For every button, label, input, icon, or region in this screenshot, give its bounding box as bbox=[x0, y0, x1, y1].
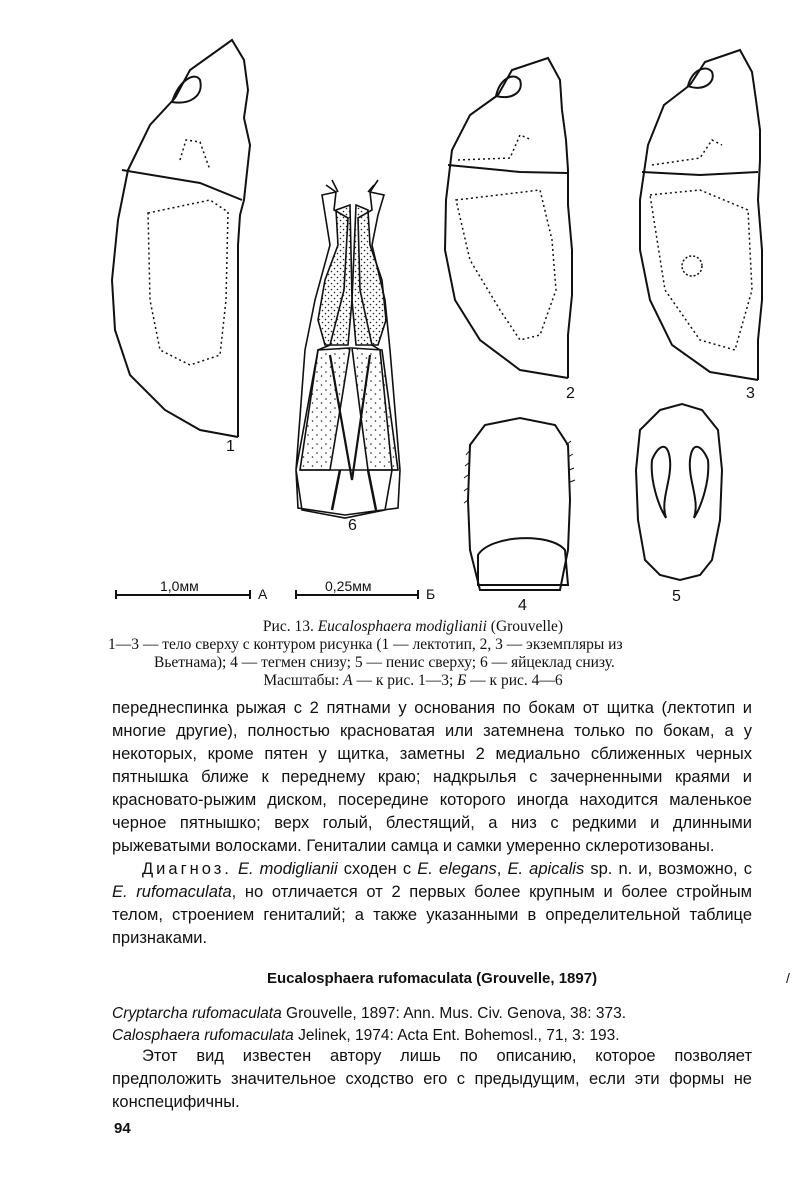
drawing-1-body bbox=[112, 40, 250, 437]
drawing-6-ovipositor bbox=[296, 180, 400, 518]
drawing-5-penis bbox=[636, 404, 722, 580]
paragraph-description: переднеспинка рыжая с 2 пятнами у основания по бокам от щитка (лектотип и многие другие), полностью красноватая или затемнена только по бокам, а у некоторых, кроме пятен у щитка, заметны 2 медиально сближенных черных пятнышка ближе к переднему краю; надкрылья с зачерненными краями и красновато-рыжим диском, посередине которого иногда находится маленькое черное пятнышко; верх голый, блестящий, а низ с редкими и длинными рыжеватыми волосками. Гениталии самца и самки умеренно склеротизованы. bbox=[112, 699, 752, 855]
caption-scale-a: А bbox=[343, 672, 353, 689]
scale-b-label: 0,25мм bbox=[325, 578, 372, 594]
diagnosis-text-4: , но отличается от 2 первых более крупным и более стройным телом, строением гениталий; а также указанными в определительной таблице признаками. bbox=[112, 883, 752, 947]
scale-a-label: 1,0мм bbox=[160, 578, 199, 594]
caption-prefix: Рис. 13. bbox=[262, 618, 318, 635]
label-fig-2: 2 bbox=[566, 385, 575, 402]
species-elegans: E. elegans bbox=[417, 860, 497, 878]
reference-1-citation: Grouvelle, 1897: Ann. Mus. Civ. Genova, 38: 373. bbox=[281, 1005, 627, 1022]
margin-mark: / bbox=[786, 970, 790, 986]
diagnosis-text-2: , bbox=[496, 860, 508, 878]
caption-scales bbox=[108, 672, 718, 690]
reference-1-name: Cryptarcha rufomaculata bbox=[112, 1005, 282, 1022]
caption-line-2: Вьетнама); 4 — тегмен снизу; 5 — пенис сверху; 6 — яйцеклад снизу. bbox=[154, 654, 615, 671]
page-number: 94 bbox=[114, 1120, 131, 1137]
diagnosis-label: Диагноз. bbox=[142, 860, 232, 878]
synonymy-references bbox=[112, 1003, 752, 1047]
diagnosis-text-1: сходен с bbox=[337, 860, 418, 878]
body-text bbox=[112, 697, 752, 950]
label-fig-3: 3 bbox=[746, 385, 755, 402]
species-apicalis: E. apicalis bbox=[507, 860, 585, 878]
caption-scales-mid: — к рис. 1—3; bbox=[352, 672, 458, 689]
caption-scale-b: Б bbox=[457, 672, 467, 689]
caption-scales-end: — к рис. 4—6 bbox=[466, 672, 563, 689]
diagnosis-text-3: sp. n. и, возможно, с bbox=[584, 860, 752, 878]
caption-line-1: 1—3 — тело сверху с контуром рисунка (1 — лектотип, 2, 3 — экземпляры из bbox=[108, 636, 623, 653]
paragraph-diagnosis bbox=[112, 858, 752, 950]
species-rufomaculata: E. rufomaculata bbox=[112, 883, 232, 901]
drawing-2-body bbox=[445, 58, 572, 378]
label-fig-4: 4 bbox=[518, 597, 527, 614]
caption-species: Eucalosphaera modiglianii bbox=[317, 618, 487, 635]
reference-2-citation: Jelinek, 1974: Acta Ent. Bohemosl., 71, 3: 193. bbox=[293, 1027, 620, 1044]
label-fig-5: 5 bbox=[672, 588, 681, 605]
species-modiglianii: E. modiglianii bbox=[237, 860, 338, 878]
scale-a-letter: А bbox=[258, 586, 268, 602]
label-fig-6: 6 bbox=[348, 517, 357, 534]
reference-1 bbox=[112, 1003, 752, 1025]
paragraph-note bbox=[112, 1045, 752, 1114]
caption-scales-prefix: Масштабы: bbox=[263, 672, 344, 689]
reference-2 bbox=[112, 1025, 752, 1047]
drawing-4-tegmen bbox=[464, 418, 575, 590]
label-fig-1: 1 bbox=[226, 438, 235, 455]
caption-author: (Grouvelle) bbox=[486, 618, 564, 635]
species-heading: Eucalosphaera rufomaculata (Grouvelle, 1897) bbox=[266, 970, 598, 987]
figure-caption bbox=[108, 618, 718, 690]
drawing-3-body bbox=[640, 50, 762, 380]
caption-title bbox=[108, 618, 718, 636]
scale-b-letter: Б bbox=[426, 586, 436, 602]
reference-2-name: Calosphaera rufomaculata bbox=[112, 1027, 294, 1044]
note-text: Этот вид известен автору лишь по описанию, которое позволяет предположить значительное сходство его с предыдущим, если эти формы не конспецифичны. bbox=[112, 1047, 752, 1111]
